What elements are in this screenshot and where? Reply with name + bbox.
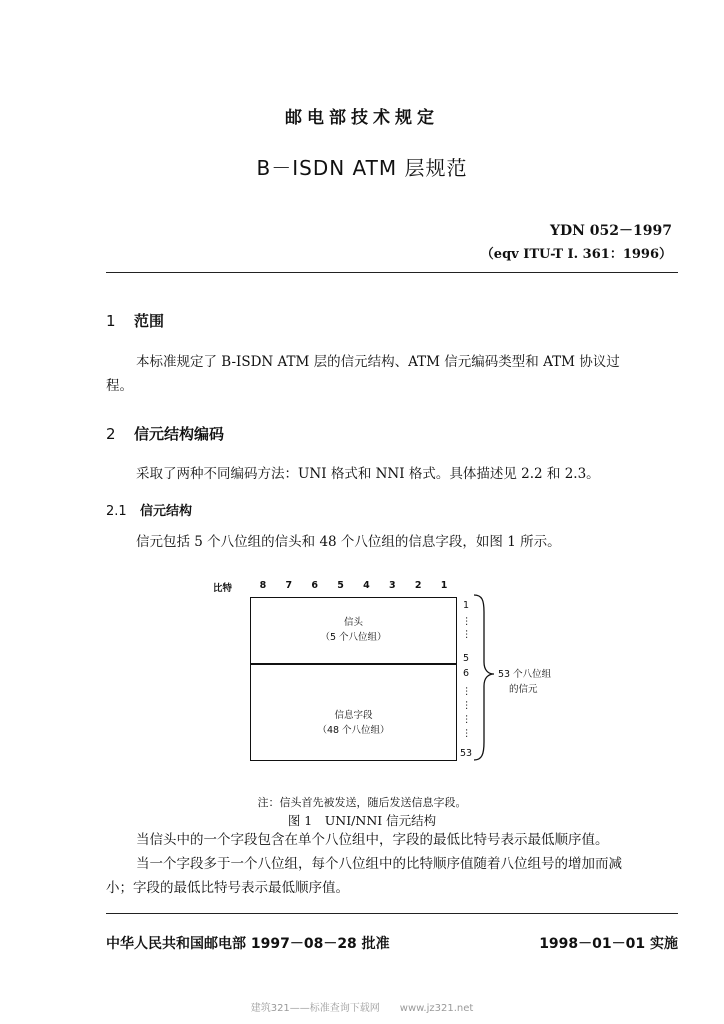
section-1-para-line-2: 程。 bbox=[106, 378, 133, 394]
section-2-heading bbox=[106, 423, 224, 444]
bit-number-5: 5 bbox=[337, 580, 344, 591]
octet-number-5: 5 bbox=[463, 653, 470, 664]
octet-ellipsis-payload: ⋮ ⋮ ⋮ ⋮ bbox=[462, 686, 472, 739]
octet-number-53: 53 bbox=[460, 748, 473, 759]
cell-size-label-2: 的信元 bbox=[509, 684, 538, 695]
body-para-1: 当信头中的一个字段包含在单个八位组中，字段的最低比特号表示最低顺序值。 bbox=[136, 832, 609, 848]
bit-axis-label: 比特 bbox=[213, 583, 233, 594]
document-title: B－ISDN ATM 层规范 bbox=[256, 156, 468, 180]
section-1-number: 1 bbox=[106, 312, 116, 330]
octet-number-6: 6 bbox=[463, 668, 470, 679]
octet-ellipsis-header: ⋮ ⋮ bbox=[462, 616, 472, 640]
section-1-para-line-1: 本标准规定了 B-ISDN ATM 层的信元结构、ATM 信元编码类型和 ATM 协议过 bbox=[136, 354, 620, 370]
body-para-2-line-1: 当一个字段多于一个八位组，每个八位组中的比特顺序值随着八位组号的增加而减 bbox=[136, 856, 622, 872]
payload-label: 信息字段 bbox=[334, 710, 373, 721]
bit-number-6: 6 bbox=[311, 580, 318, 591]
section-1-title: 范围 bbox=[134, 312, 165, 330]
octet-number-1: 1 bbox=[463, 600, 470, 611]
bit-number-4: 4 bbox=[363, 580, 370, 591]
cell-size-label: 53 个八位组 bbox=[498, 669, 552, 680]
bit-number-8: 8 bbox=[259, 580, 267, 591]
section-2-1-heading bbox=[106, 500, 192, 519]
cell-header-size: （5 个八位组） bbox=[320, 632, 387, 643]
section-2-1-number: 2.1 bbox=[106, 504, 127, 519]
header-payload-divider bbox=[250, 663, 457, 665]
figure-caption: 图 1 UNI/NNI 信元结构 bbox=[287, 813, 437, 828]
bit-number-1: 1 bbox=[440, 580, 448, 591]
organization-title: 邮电部技术规定 bbox=[285, 108, 439, 128]
watermark: 建筑321——标准查询下载网 www.jz321.net bbox=[250, 1003, 474, 1014]
cell-size-brace bbox=[472, 592, 496, 764]
cell-header-label: 信头 bbox=[343, 617, 363, 628]
bit-number-2: 2 bbox=[414, 580, 422, 591]
bit-number-7: 7 bbox=[285, 580, 293, 591]
section-1-heading bbox=[106, 310, 164, 331]
approval-info: 中华人民共和国邮电部 1997－08－28 批准 bbox=[106, 936, 390, 952]
section-2-title: 信元结构编码 bbox=[134, 425, 225, 443]
effective-date: 1998－01－01 实施 bbox=[539, 936, 678, 952]
section-2-1-para: 信元包括 5 个八位组的信头和 48 个八位组的信息字段，如图 1 所示。 bbox=[136, 534, 561, 550]
payload-size: （48 个八位组） bbox=[317, 725, 390, 736]
figure-note: 注：信头首先被发送，随后发送信息字段。 bbox=[257, 796, 467, 809]
standard-number: YDN 052－1997 bbox=[550, 223, 672, 239]
section-2-para: 采取了两种不同编码方法：UNI 格式和 NNI 格式。具体描述见 2.2 和 2.3。 bbox=[136, 466, 600, 482]
equivalent-standard: （eqv ITU-T I. 361：1996） bbox=[480, 247, 672, 262]
footer-divider bbox=[106, 913, 678, 914]
section-2-number: 2 bbox=[106, 425, 116, 443]
body-para-2-line-2: 小；字段的最低比特号表示最低顺序值。 bbox=[106, 880, 349, 896]
section-2-1-title: 信元结构 bbox=[140, 504, 193, 519]
bit-number-3: 3 bbox=[389, 580, 396, 591]
header-divider bbox=[106, 272, 678, 273]
